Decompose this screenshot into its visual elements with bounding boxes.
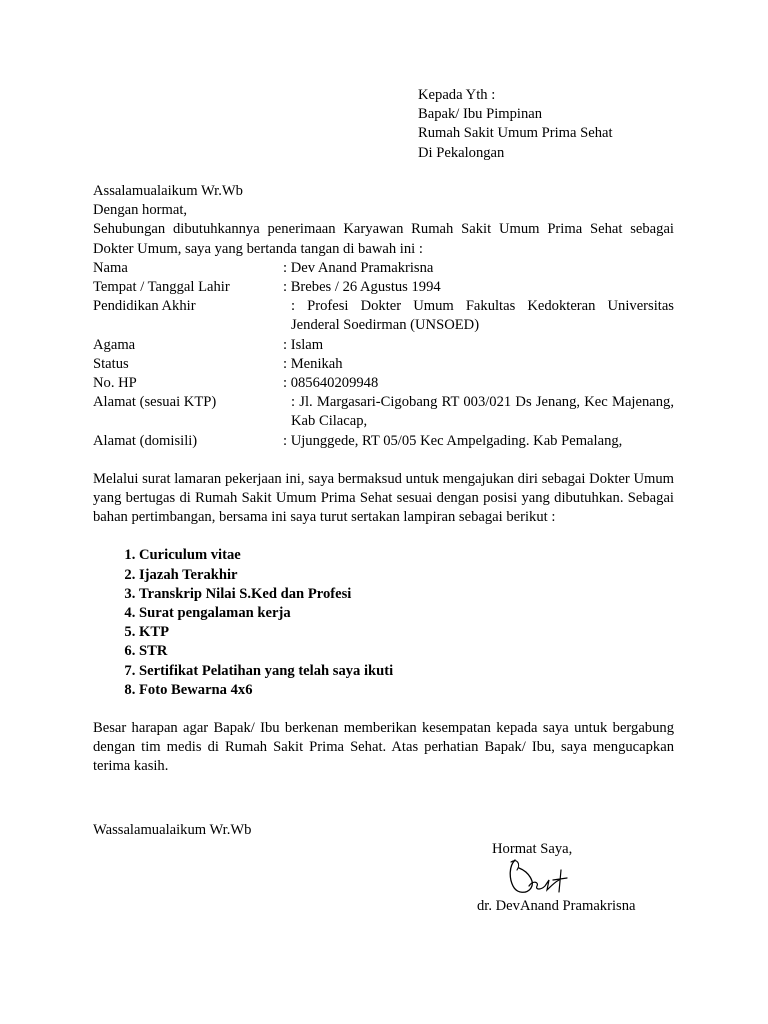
detail-value: : Ujunggede, RT 05/05 Kec Ampelgading. Kab Pemalang, xyxy=(283,432,623,449)
detail-label: Pendidikan Akhir xyxy=(93,298,196,315)
closing-regards: Hormat Saya, xyxy=(492,841,573,857)
list-item: 3. Transkrip Nilai S.Ked dan Profesi xyxy=(139,585,674,604)
detail-value: : Islam xyxy=(283,336,324,353)
list-item: 1. Curiculum vitae xyxy=(139,546,674,565)
signature-image xyxy=(505,856,575,898)
detail-row-education xyxy=(93,297,674,335)
detail-row-address-ktp xyxy=(93,393,674,431)
detail-label: Alamat (domisili) xyxy=(93,432,198,449)
list-item: 5. KTP xyxy=(139,623,674,642)
attachment-list xyxy=(93,546,674,700)
recipient-line-4: Di Pekalongan xyxy=(418,144,505,161)
detail-label: No. HP xyxy=(93,375,137,392)
detail-value: : Brebes / 26 Agustus 1994 xyxy=(283,279,441,296)
recipient-line-2: Bapak/ Ibu Pimpinan xyxy=(418,106,543,123)
opening-intro: Sehubungan dibutuhkannya penerimaan Karyawan Rumah Sakit Umum Prima Sehat sebagai Dokter Umum, saya yang bertanda tangan di bawah ini : xyxy=(93,221,674,257)
recipient-line-3: Rumah Sakit Umum Prima Sehat xyxy=(418,125,613,142)
list-item: 2. Ijazah Terakhir xyxy=(139,566,674,585)
recipient-line-1: Kepada Yth : xyxy=(418,87,496,103)
detail-row-address-domicile xyxy=(93,432,674,451)
detail-row-name xyxy=(93,259,674,278)
list-item: 7. Sertifikat Pelatihan yang telah saya ikuti xyxy=(139,662,674,681)
detail-row-religion xyxy=(93,336,674,355)
detail-row-status xyxy=(93,355,674,374)
detail-value: : Profesi Dokter Umum Fakultas Kedokteran Universitas Jenderal Soedirman (UNSOED) xyxy=(291,298,674,334)
detail-value: : Dev Anand Pramakrisna xyxy=(283,259,434,276)
detail-label: Tempat / Tanggal Lahir xyxy=(93,279,230,296)
opening-salutation: Assalamualaikum Wr.Wb xyxy=(93,183,243,199)
detail-value: : Jl. Margasari-Cigobang RT 003/021 Ds Jenang, Kec Majenang, Kab Cilacap, xyxy=(291,394,674,430)
detail-row-phone xyxy=(93,374,674,393)
detail-label: Alamat (sesuai KTP) xyxy=(93,394,217,411)
detail-row-birth xyxy=(93,278,674,297)
detail-value: : Menikah xyxy=(283,355,343,372)
detail-label: Status xyxy=(93,355,129,372)
letter-body xyxy=(93,182,674,777)
detail-label: Agama xyxy=(93,336,136,353)
detail-label: Nama xyxy=(93,259,128,276)
hope-paragraph: Besar harapan agar Bapak/ Ibu berkenan memberikan kesempatan kepada saya untuk bergabung dengan tim medis di Rumah Sakit Prima Sehat. Atas perhatian Bapak/ Ibu, saya mengucapkan terima kasih. xyxy=(93,720,674,775)
list-item: 8. Foto Bewarna 4x6 xyxy=(139,681,674,700)
recipient-block xyxy=(418,86,718,163)
signer-name: dr. DevAnand Pramakrisna xyxy=(477,898,636,914)
purpose-paragraph: Melalui surat lamaran pekerjaan ini, saya bermaksud untuk mengajukan diri sebagai Dokter Umum yang bertugas di Rumah Sakit Umum Prima Sehat sesuai dengan posisi yang dibutuhkan. Sebagai bahan pertimbangan, bersama ini saya turut sertakan lampiran sebagai berikut : xyxy=(93,470,674,526)
list-item: 4. Surat pengalaman kerja xyxy=(139,604,674,623)
opening-greeting: Dengan hormat, xyxy=(93,202,188,219)
list-item: 6. STR xyxy=(139,642,674,661)
closing-salutation: Wassalamualaikum Wr.Wb xyxy=(93,822,252,838)
personal-details xyxy=(93,259,674,451)
detail-value: : 085640209948 xyxy=(283,375,379,392)
